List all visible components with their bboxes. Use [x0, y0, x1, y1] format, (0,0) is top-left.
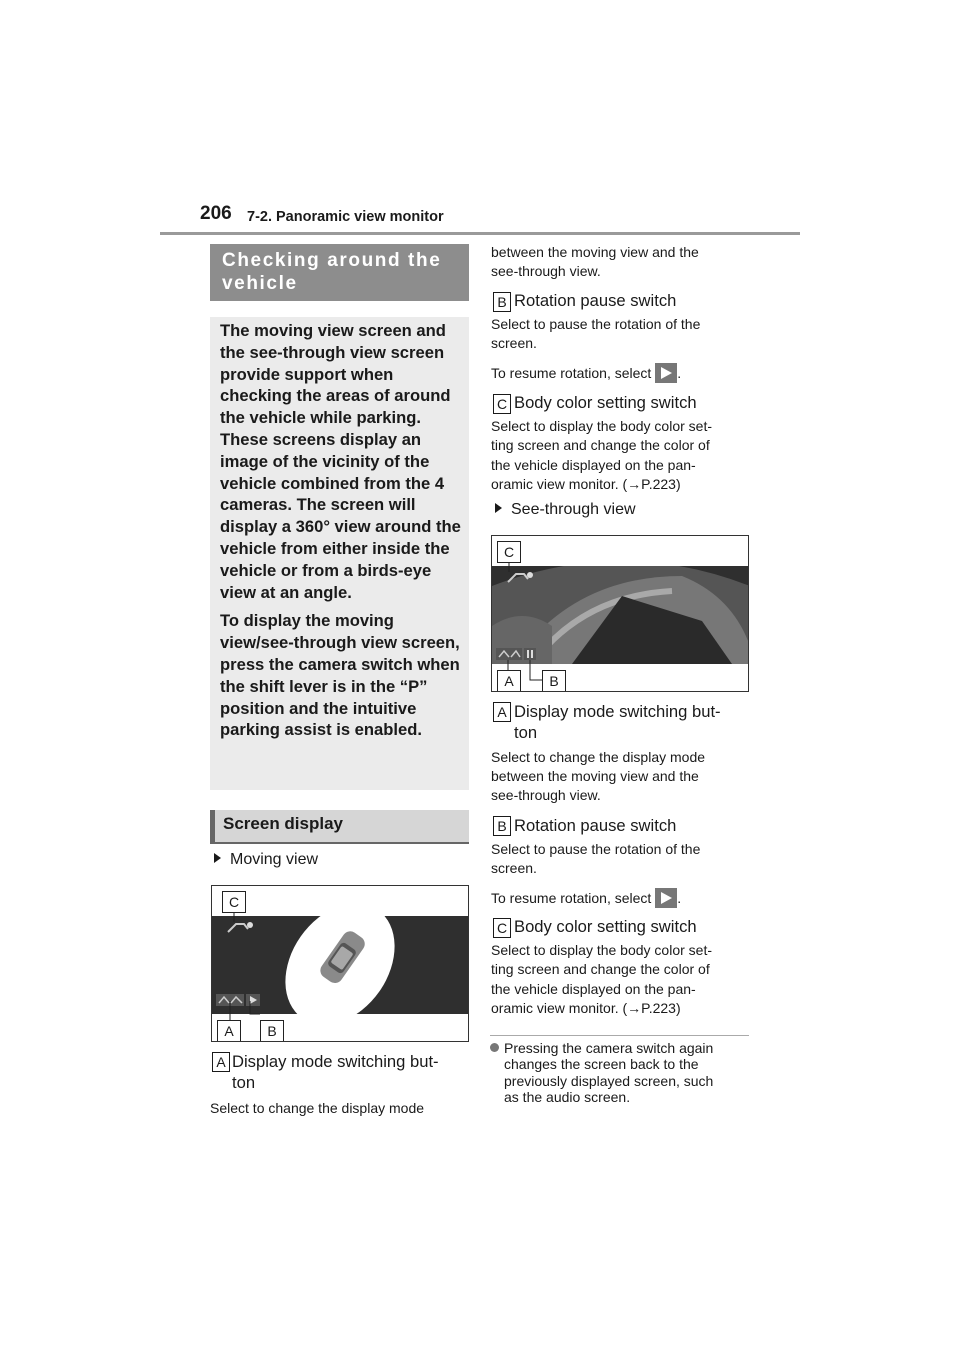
- label-box-a: A: [493, 702, 511, 722]
- note-divider: [490, 1035, 749, 1036]
- intro-paragraph-2: To display the moving view/see-through view screen, press the camera switch when the shift lever is in the “P” position and the intuitive parking assist is enabled.: [220, 611, 460, 740]
- rotation-resume-2-line: To resume rotation, select .: [491, 890, 682, 906]
- note-line-2: changes the screen back to the: [504, 1056, 699, 1073]
- body-color-2-desc-4: [491, 999, 681, 1019]
- moving-view-item: [214, 851, 318, 869]
- label-box-c: C: [493, 394, 511, 414]
- rotation-pause-2-desc-1: Select to pause the rotation of the: [491, 841, 701, 857]
- item-a-desc-cont-1: between the moving view and the: [491, 244, 699, 260]
- callout-c: C: [497, 541, 521, 563]
- body-color-desc-4-text: oramic view monitor. (: [491, 476, 628, 492]
- checking-around-heading: Checking around the vehicle: [210, 244, 469, 301]
- right-arrow-bullet-icon: [214, 853, 221, 863]
- item-a2-desc-1: Select to change the display mode: [491, 749, 706, 765]
- intro-box: [210, 317, 469, 790]
- label-box-b: B: [493, 292, 511, 312]
- screen-display-heading: Screen display: [210, 810, 469, 844]
- resume-play-icon: [655, 888, 677, 908]
- note-line-3: previously displayed screen, such: [504, 1072, 714, 1089]
- section-title: 7-2. Panoramic view monitor: [247, 209, 444, 225]
- label-box-b: B: [493, 816, 511, 836]
- body-color-2-desc-2: ting screen and change the color of: [491, 961, 710, 977]
- body-color-2-desc-3: the vehicle displayed on the pan-: [491, 981, 696, 997]
- rotation-pause-2-label: Rotation pause switch: [514, 816, 677, 835]
- rotation-resume-line: To resume rotation, select .: [491, 365, 682, 381]
- body-color-2-desc-4-text: oramic view monitor. (: [491, 1000, 628, 1016]
- intro-paragraph-1: The moving view screen and the see-through view screen provide support when checking the areas of around the vehicle while parking. These screens display an image of the vicinity of the vehicle combined from the 4 cameras. The screen will display a 360° view around the vehicle from either inside the vehicle or from a birds-eye view at an angle.: [220, 321, 461, 602]
- body-color-2-desc-1: Select to display the body color set-: [491, 942, 713, 958]
- see-through-label: See-through view: [511, 501, 636, 518]
- body-color-desc-1: Select to display the body color set-: [491, 418, 713, 434]
- body-color-label: Body color setting switch: [514, 393, 697, 412]
- item-a2-label-line-2: ton: [514, 723, 538, 742]
- note-line-1: Pressing the camera switch again: [504, 1040, 714, 1056]
- body-color-2-label: Body color setting switch: [514, 917, 697, 936]
- moving-view-callout-lines: [212, 886, 469, 1042]
- note-line-4: as the audio screen.: [504, 1089, 631, 1106]
- bullet-icon: [490, 1043, 499, 1052]
- page-ref-link[interactable]: →P.223): [627, 476, 681, 492]
- resume-play-icon: [655, 363, 677, 383]
- rotation-resume-2-text: To resume rotation, select: [491, 890, 652, 906]
- item-a2-desc-3: see-through view.: [491, 787, 601, 803]
- moving-view-label: Moving view: [230, 851, 319, 868]
- item-a2-desc-2: between the moving view and the: [491, 768, 699, 784]
- callout-a: A: [497, 670, 521, 692]
- callout-c: C: [222, 891, 246, 913]
- item-a-desc: Select to change the display mode: [210, 1100, 425, 1116]
- see-through-callout-lines: [492, 536, 749, 692]
- rotation-pause-label: Rotation pause switch: [514, 291, 677, 310]
- item-a-label: [232, 1051, 439, 1093]
- body-color-desc-4: [491, 475, 681, 495]
- rotation-pause-2-desc-2: screen.: [491, 860, 537, 876]
- item-a2-label: [514, 701, 721, 743]
- rotation-pause-desc-2: screen.: [491, 335, 537, 351]
- see-through-screen: [491, 535, 749, 692]
- item-a-label-line-2: ton: [232, 1073, 256, 1092]
- label-box-c: C: [493, 918, 511, 938]
- body-color-desc-3: the vehicle displayed on the pan-: [491, 457, 696, 473]
- item-a-label-line-1: Display mode switching but-: [232, 1052, 439, 1071]
- page-number: 206: [200, 203, 232, 224]
- rotation-pause-desc-1: Select to pause the rotation of the: [491, 316, 701, 332]
- right-arrow-bullet-icon: [495, 503, 502, 513]
- callout-a: A: [217, 1020, 241, 1042]
- callout-b: B: [260, 1020, 284, 1042]
- header-rule: [160, 232, 800, 235]
- rotation-resume-text: To resume rotation, select: [491, 365, 652, 381]
- item-a-desc-cont-2: see-through view.: [491, 263, 601, 279]
- callout-b: B: [542, 670, 566, 692]
- see-through-item: [495, 501, 636, 519]
- note: [490, 1040, 752, 1106]
- label-box-a: A: [212, 1052, 230, 1072]
- body-color-desc-2: ting screen and change the color of: [491, 437, 710, 453]
- page-ref-link[interactable]: →P.223): [627, 1000, 681, 1016]
- moving-view-screen: [211, 885, 469, 1042]
- item-a2-label-line-1: Display mode switching but-: [514, 702, 721, 721]
